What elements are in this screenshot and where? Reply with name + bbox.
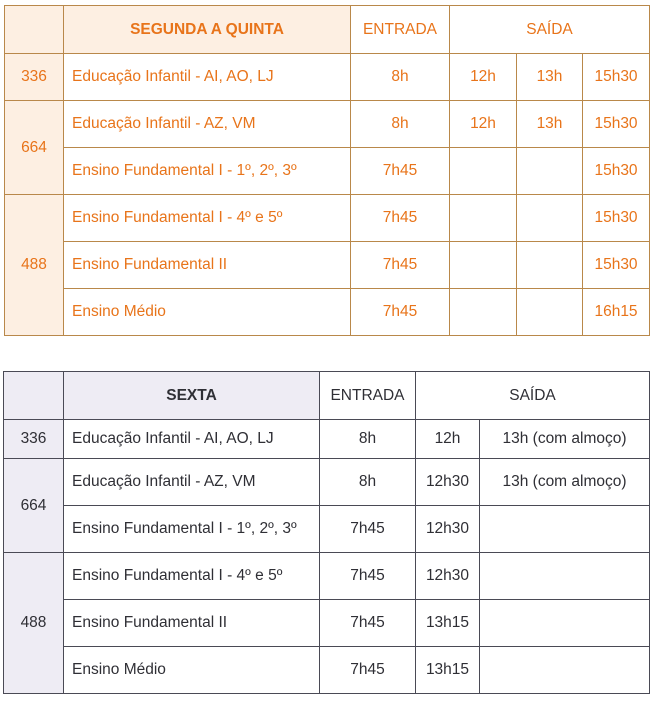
level-label: Ensino Fundamental I - 4º e 5º [64,553,320,600]
saida-time-1: 13h15 [416,647,480,694]
table-header-row [5,6,650,54]
entrada-time: 7h45 [351,195,450,242]
table-row [4,600,650,647]
saida-time-2 [517,148,583,195]
saida-time-1 [450,148,517,195]
entrada-time: 7h45 [320,647,416,694]
table-row [5,289,650,336]
saida-time-1 [450,195,517,242]
entrada-time: 8h [351,54,450,101]
table-row [5,101,650,148]
entrada-time: 7h45 [320,553,416,600]
saida-header: SAÍDA [416,372,650,420]
saida-time-2 [517,289,583,336]
table-row [5,148,650,195]
saida-time-3: 15h30 [583,148,650,195]
level-label: Ensino Fundamental I - 1º, 2º, 3º [64,148,351,195]
saida-time-1: 13h15 [416,600,480,647]
saida-time-3: 15h30 [583,101,650,148]
level-label: Educação Infantil - AZ, VM [64,459,320,506]
level-label: Educação Infantil - AZ, VM [64,101,351,148]
unit-code: 336 [4,420,64,459]
level-label: Ensino Fundamental I - 4º e 5º [64,195,351,242]
level-label: Ensino Fundamental I - 1º, 2º, 3º [64,506,320,553]
saida-time-1: 12h30 [416,506,480,553]
saida-header: SAÍDA [450,6,650,54]
saida-time-1: 12h30 [416,459,480,506]
saida-time-3: 15h30 [583,54,650,101]
table-row [5,242,650,289]
entrada-time: 7h45 [320,506,416,553]
entrada-time: 7h45 [351,148,450,195]
entrada-time: 8h [320,420,416,459]
table-title: SEXTA [64,372,320,420]
table-title: SEGUNDA A QUINTA [64,6,351,54]
saida-time-2: 13h [517,54,583,101]
saida-time-1 [450,242,517,289]
saida-time-1: 12h [450,54,517,101]
saida-time-3: 15h30 [583,195,650,242]
table-header-row [4,372,650,420]
entrada-time: 7h45 [351,289,450,336]
level-label: Ensino Fundamental II [64,242,351,289]
level-label: Ensino Médio [64,647,320,694]
saida-time-3: 16h15 [583,289,650,336]
table-row [4,647,650,694]
entrada-time: 8h [320,459,416,506]
table-row [4,506,650,553]
saida-time-2: 13h (com almoço) [480,459,650,506]
saida-time-1: 12h30 [416,553,480,600]
saida-time-2 [480,647,650,694]
saida-time-2 [480,506,650,553]
schedule-table-mon-thu [4,5,650,336]
unit-code: 664 [5,101,64,195]
saida-time-2 [517,242,583,289]
unit-code: 336 [5,54,64,101]
saida-time-2: 13h (com almoço) [480,420,650,459]
entrada-time: 8h [351,101,450,148]
entrada-header: ENTRADA [351,6,450,54]
saida-time-1: 12h [416,420,480,459]
unit-code: 664 [4,459,64,553]
table-row [4,553,650,600]
saida-time-2 [480,600,650,647]
table-row [4,420,650,459]
saida-time-3: 15h30 [583,242,650,289]
saida-time-2 [480,553,650,600]
entrada-time: 7h45 [351,242,450,289]
level-label: Ensino Médio [64,289,351,336]
table-row [5,54,650,101]
schedule-table-friday [3,371,650,694]
table-row [5,195,650,242]
level-label: Educação Infantil - AI, AO, LJ [64,420,320,459]
saida-time-2 [517,195,583,242]
header-corner-cell [4,372,64,420]
table-row [4,459,650,506]
header-corner-cell [5,6,64,54]
saida-time-2: 13h [517,101,583,148]
saida-time-1 [450,289,517,336]
entrada-time: 7h45 [320,600,416,647]
saida-time-1: 12h [450,101,517,148]
unit-code: 488 [5,195,64,336]
level-label: Ensino Fundamental II [64,600,320,647]
unit-code: 488 [4,553,64,694]
entrada-header: ENTRADA [320,372,416,420]
level-label: Educação Infantil - AI, AO, LJ [64,54,351,101]
